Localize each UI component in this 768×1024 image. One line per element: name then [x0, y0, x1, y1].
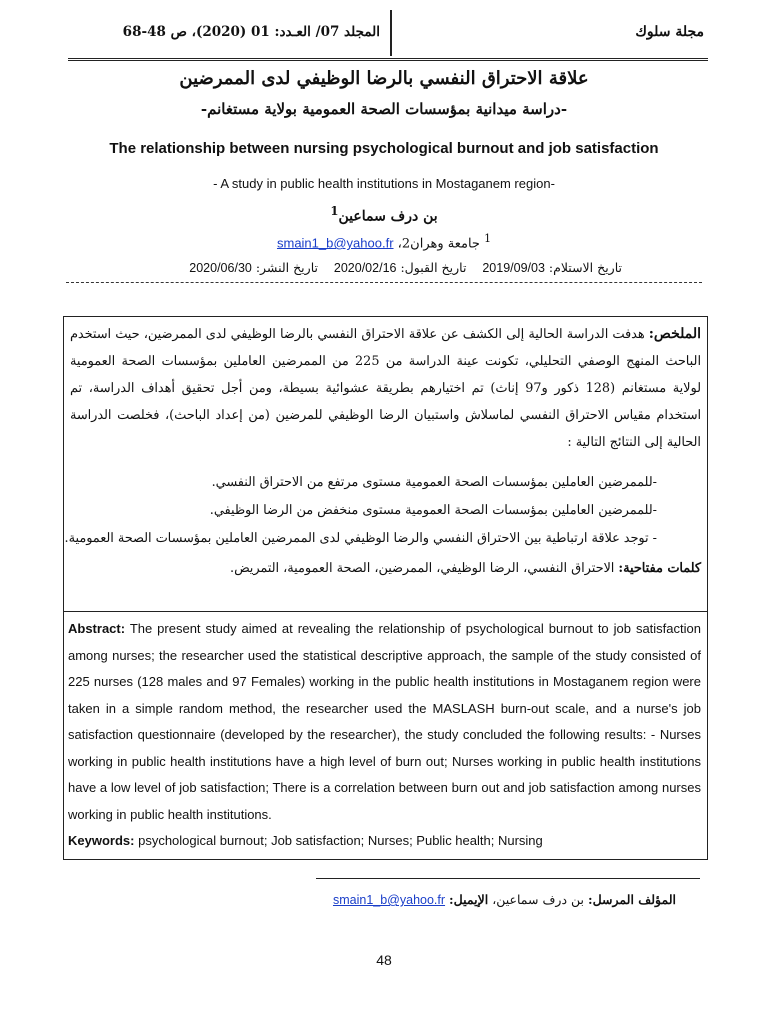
sender-label: المؤلف المرسل:: [587, 892, 676, 907]
footnote-rule: [316, 878, 700, 879]
received-label: تاريخ الاستلام:: [548, 260, 622, 275]
abstract-arabic-paragraph: [70, 321, 701, 456]
abstract-arabic-text: هدفت الدراسة الحالية إلى الكشف عن علاقة الاحتراق النفسي بالرضا الوظيفي لدى الممرضين، حيث استخدم الباحث المنهج الوصفي التحليلي، تكونت عينة الدراسة من 225 من الممرضين العاملين بمؤسسات الصحة العمومية لولاية مستغانم (128 ذكور و97 إناث) تم اختيارهم بطريقة عشوائية بسيطة، ومن أجل تحقيق أهداف الدراسة، تم استخدام مقياس الاحتراق النفسي لماسلاش واستبيان الرضا الوظيفي للمرضين (من إعداد الباحث)، فخلصت الدراسة الحالية إلى النتائج التالية :: [70, 327, 701, 450]
abstract-english-box: [63, 612, 708, 860]
keywords-arabic-label: كلمات مفتاحية:: [618, 561, 701, 576]
affiliation-line: [0, 232, 768, 251]
received-date: 2019/09/03: [482, 261, 545, 275]
title-english: The relationship between nursing psychological burnout and job satisfaction: [109, 140, 659, 157]
published-date: 2020/06/30: [189, 261, 252, 275]
dashed-separator: [66, 282, 702, 283]
running-header: [68, 10, 708, 56]
footnote-email-link[interactable]: smain1_b@yahoo.fr: [332, 893, 446, 907]
affiliation-text: جامعة وهران2،: [397, 236, 480, 252]
abstract-arabic-box: [63, 316, 708, 612]
result-item-2: -للممرضين العاملين بمؤسسات الصحة العمومية مستوى منخفض من الرضا الوظيفي.: [209, 503, 657, 518]
abstract-english-label: Abstract:: [68, 621, 126, 636]
abstract-arabic-label: الملخص:: [648, 326, 701, 342]
corresponding-author-footnote: [333, 892, 676, 907]
article-dates: [189, 260, 622, 275]
keywords-english-text: psychological burnout; Job satisfaction; Nurses; Public health; Nursing: [138, 833, 543, 848]
author-email-link[interactable]: smain1_b@yahoo.fr: [276, 235, 394, 251]
published-label: تاريخ النشر:: [255, 260, 318, 275]
subtitle-english: - A study in public health institutions in Mostaganem region-: [213, 176, 555, 191]
result-item-1: -للممرضين العاملين بمؤسسات الصحة العمومية مستوى مرتفع من الاحتراق النفسي.: [211, 475, 657, 490]
email-label: الإيميل:: [449, 892, 489, 907]
keywords-english-label: Keywords:: [68, 833, 135, 848]
keywords-arabic-text: الاحتراق النفسي، الرضا الوظيفي، الممرضين، الصحة العمومية، التمريض.: [230, 561, 615, 576]
header-journal-cell: [392, 10, 708, 56]
title-arabic: علاقة الاحتراق النفسي بالرضا الوظيفي لدى الممرضين: [179, 68, 589, 89]
author-name-text: بن درف سماعين: [338, 208, 438, 225]
affiliation-superscript: 1: [484, 232, 491, 245]
header-issue-cell: [68, 10, 392, 56]
author-superscript: 1: [330, 204, 339, 218]
header-rule: [68, 58, 708, 61]
result-item-3: - توجد علاقة ارتباطية بين الاحتراق النفسي والرضا الوظيفي لدى الممرضين العاملين بمؤسسات الصحة العمومية.: [64, 531, 657, 546]
author-name: [0, 204, 768, 225]
keywords-arabic: [230, 561, 701, 576]
header-issue-info: المجلد 07/ العـدد: 01 (2020)، ص 48-68: [122, 24, 380, 40]
page-number: 48: [376, 952, 392, 968]
subtitle-arabic: -دراسة ميدانية بمؤسسات الصحة العمومية بولاية مستغانم-: [200, 100, 568, 118]
accepted-date: 2020/02/16: [333, 261, 397, 275]
header-journal-name: مجلة سلوك: [635, 24, 704, 40]
accepted-label: تاريخ القبول:: [400, 260, 467, 275]
abstract-english-text: The present study aimed at revealing the relationship of psychological burnout to job satisfaction among nurses; the researcher used the statistical descriptive approach, the sample of the study consisted of 225 nurses (128 males and 97 Females) working in the public health institutions in Mostaganem region were taken in a simple random method, the researcher used the MASLASH burn-out scale, and a nurse's job satisfaction questionnaire (developed by the researcher), the study concluded the following results: - Nurses working in public health institutions have a high level of burn out; Nurses working in public health institutions have a low level of job satisfaction; There is a correlation between burn out and job satisfaction among nurses working in public health institutions.: [68, 621, 701, 822]
abstract-english-paragraph: [68, 616, 701, 855]
sender-name: بن درف سماعين،: [492, 892, 584, 907]
